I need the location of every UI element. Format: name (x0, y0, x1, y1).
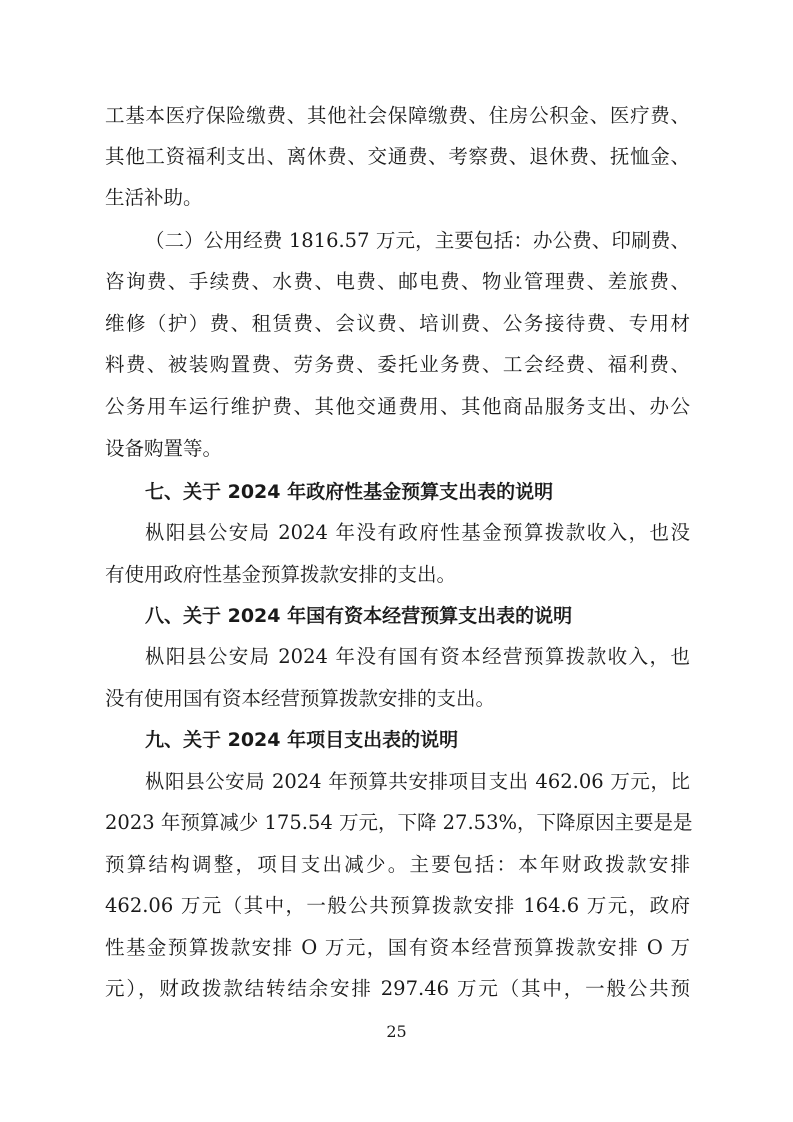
text-line: 元），财政拨款结转结余安排 297.46 万元（其中，一般公共预 (105, 977, 690, 1000)
section-heading-7: 七、关于 2024 年政府性基金预算支出表的说明 (145, 481, 554, 503)
text-line: 工基本医疗保险缴费、其他社会保障缴费、住房公积金、医疗费、 (105, 104, 690, 127)
text-line: （二）公用经费 1816.57 万元，主要包括：办公费、印刷费、 (145, 229, 690, 252)
text-line: 设备购置等。 (105, 437, 223, 460)
text-line: 其他工资福利支出、离休费、交通费、考察费、退休费、抚恤金、 (105, 145, 690, 168)
text-line: 枞阳县公安局 2024 年预算共安排项目支出 462.06 万元，比 (145, 770, 690, 793)
text-line: 性基金预算拨款安排 O 万元，国有资本经营预算拨款安排 O 万 (105, 936, 690, 959)
text-line: 料费、被装购置费、劳务费、委托业务费、工会经费、福利费、 (105, 353, 690, 376)
text-line: 2023 年预算减少 175.54 万元，下降 27.53%，下降原因主要是是 (105, 811, 693, 834)
text-line: 没有使用国有资本经营预算拨款安排的支出。 (105, 687, 496, 710)
section-heading-9: 九、关于 2024 年项目支出表的说明 (145, 729, 459, 751)
text-line: 有使用政府性基金预算拨款安排的支出。 (105, 563, 457, 586)
text-line: 462.06 万元（其中，一般公共预算拨款安排 164.6 万元，政府 (105, 894, 690, 917)
text-line: 咨询费、手续费、水费、电费、邮电费、物业管理费、差旅费、 (105, 270, 690, 293)
page-number: 25 (386, 1022, 407, 1041)
text-line: 预算结构调整，项目支出减少。主要包括：本年财政拨款安排 (105, 853, 690, 876)
section-heading-8: 八、关于 2024 年国有资本经营预算支出表的说明 (145, 605, 573, 627)
text-line: 枞阳县公安局 2024 年没有国有资本经营预算拨款收入，也 (145, 645, 690, 668)
text-line: 维修（护）费、租赁费、会议费、培训费、公务接待费、专用材 (105, 312, 690, 335)
text-line: 枞阳县公安局 2024 年没有政府性基金预算拨款收入，也没 (145, 521, 690, 544)
text-line: 公务用车运行维护费、其他交通费用、其他商品服务支出、办公 (105, 395, 690, 418)
text-line: 生活补助。 (105, 186, 203, 209)
